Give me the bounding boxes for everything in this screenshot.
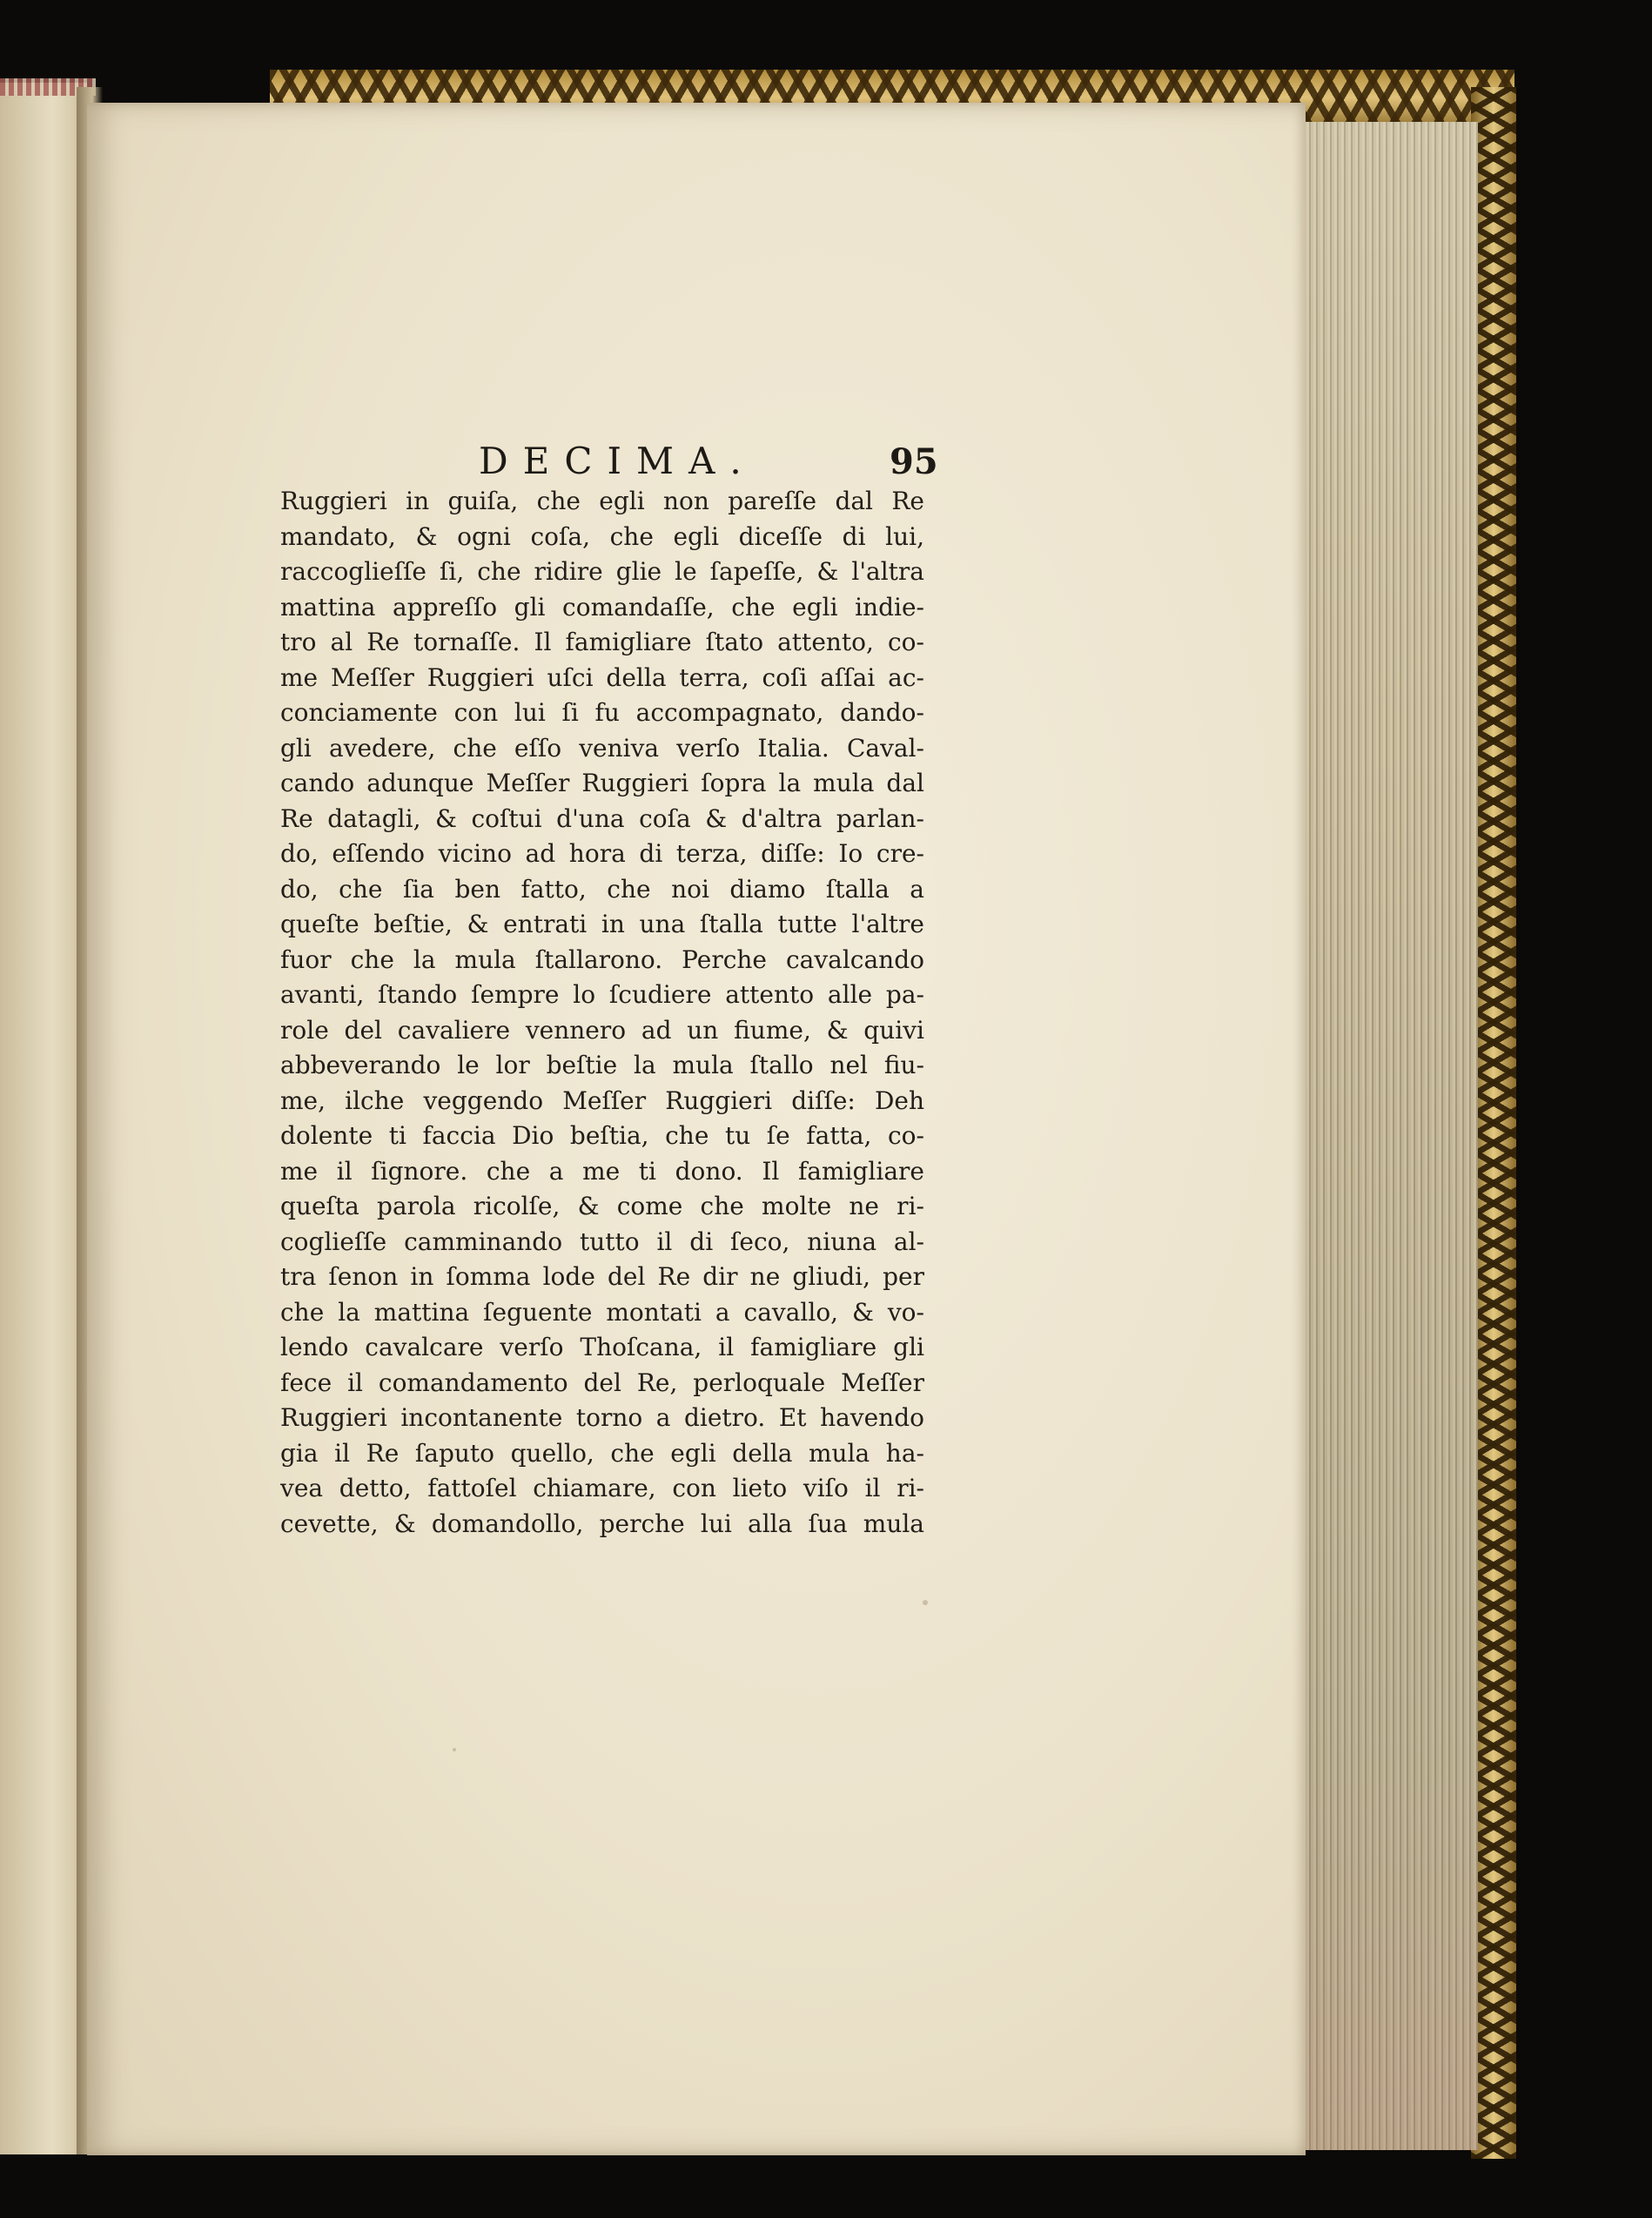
text-line: me, ilche veggendo Meſſer Ruggieri diſſe: Deh [280,1085,924,1115]
text-line: mandato, & ogni coſa, che egli diceſſe di lui, [280,521,924,551]
text-line: tro al Re tornaſſe. Il famigliare ſtato attento, co- [280,628,924,656]
text-line: do, eſſendo vicino ad hora di terza, diſſe: Io cre- [280,839,924,868]
text-line: cevette, & domandollo, perche lui alla ſua mula [280,1509,924,1538]
text-line: gia il Re ſaputo quello, che egli della mula ha- [280,1438,924,1468]
text-line: conciamente con lui ſi fu accompagnato, dando- [280,698,924,727]
text-line: dolente ti faccia Dio beſtia, che tu ſe fatta, co- [280,1121,924,1150]
text-line: cando adunque Meſſer Ruggieri ſopra la mula dal [280,769,924,797]
text-line: tra ſenon in ſomma lode del Re dir ne gliudi, per [280,1262,924,1291]
text-line: vea detto, fattoſel chiamare, con lieto viſo il ri- [280,1474,924,1502]
text-line: fece il comandamento del Re, perloquale Meſſer [280,1368,924,1397]
text-line: mattina appreſſo gli comandaſſe, che egli indie- [280,592,924,622]
text-line: role del cavaliere vennero ad un fiume, & quivi [280,1015,924,1045]
text-line: queſta parola ricolſe, & come che molte ne ri- [280,1192,924,1220]
text-line: Re datagli, & coſtui d'una coſa & d'altra parlan- [280,803,924,833]
text-line: queſte beſtie, & entrati in una ſtalla tutte l'altre [280,910,924,938]
page-number: 95 [890,441,938,482]
text-line: che la mattina ſeguente montati a cavallo, & vo- [280,1297,924,1327]
text-line: fuor che la mula ſtallarono. Perche cavalcando [280,944,924,974]
text-line: do, che ſia ben fatto, che noi diamo ſtalla a [280,874,924,904]
paper-speck [453,1748,456,1751]
text-line: gli avedere, che eſſo veniva verſo Italia. Caval- [280,733,924,763]
text-line: Ruggieri incontanente torno a dietro. Et havendo [280,1403,924,1432]
text-line: Ruggieri in guiſa, che egli non pareſſe dal Re [280,487,924,515]
body-text [280,484,924,1542]
text-line: abbeverando le lor beſtie la mula ſtallo nel fiu- [280,1051,924,1079]
paper-speck [923,1600,928,1605]
running-head: DECIMA. [479,440,756,482]
left-facing-page-edge [0,83,87,2154]
fore-edge-shading [1299,122,1478,2150]
text-line: avanti, ſtando ſempre lo ſcudiere attento alle pa- [280,980,924,1009]
text-line: raccoglieſſe ſi, che ridire glie le ſapeſſe, & l'altra [280,557,924,586]
text-line: lendo cavalcare verſo Thoſcana, il famigliare gli [280,1333,924,1361]
text-line: me Meſſer Ruggieri uſci della terra, coſi aſſai ac- [280,662,924,692]
text-line: coglieſſe camminando tutto il di ſeco, niuna al- [280,1227,924,1256]
text-line: me il ſignore. che a me ti dono. Il famigliare [280,1156,924,1186]
